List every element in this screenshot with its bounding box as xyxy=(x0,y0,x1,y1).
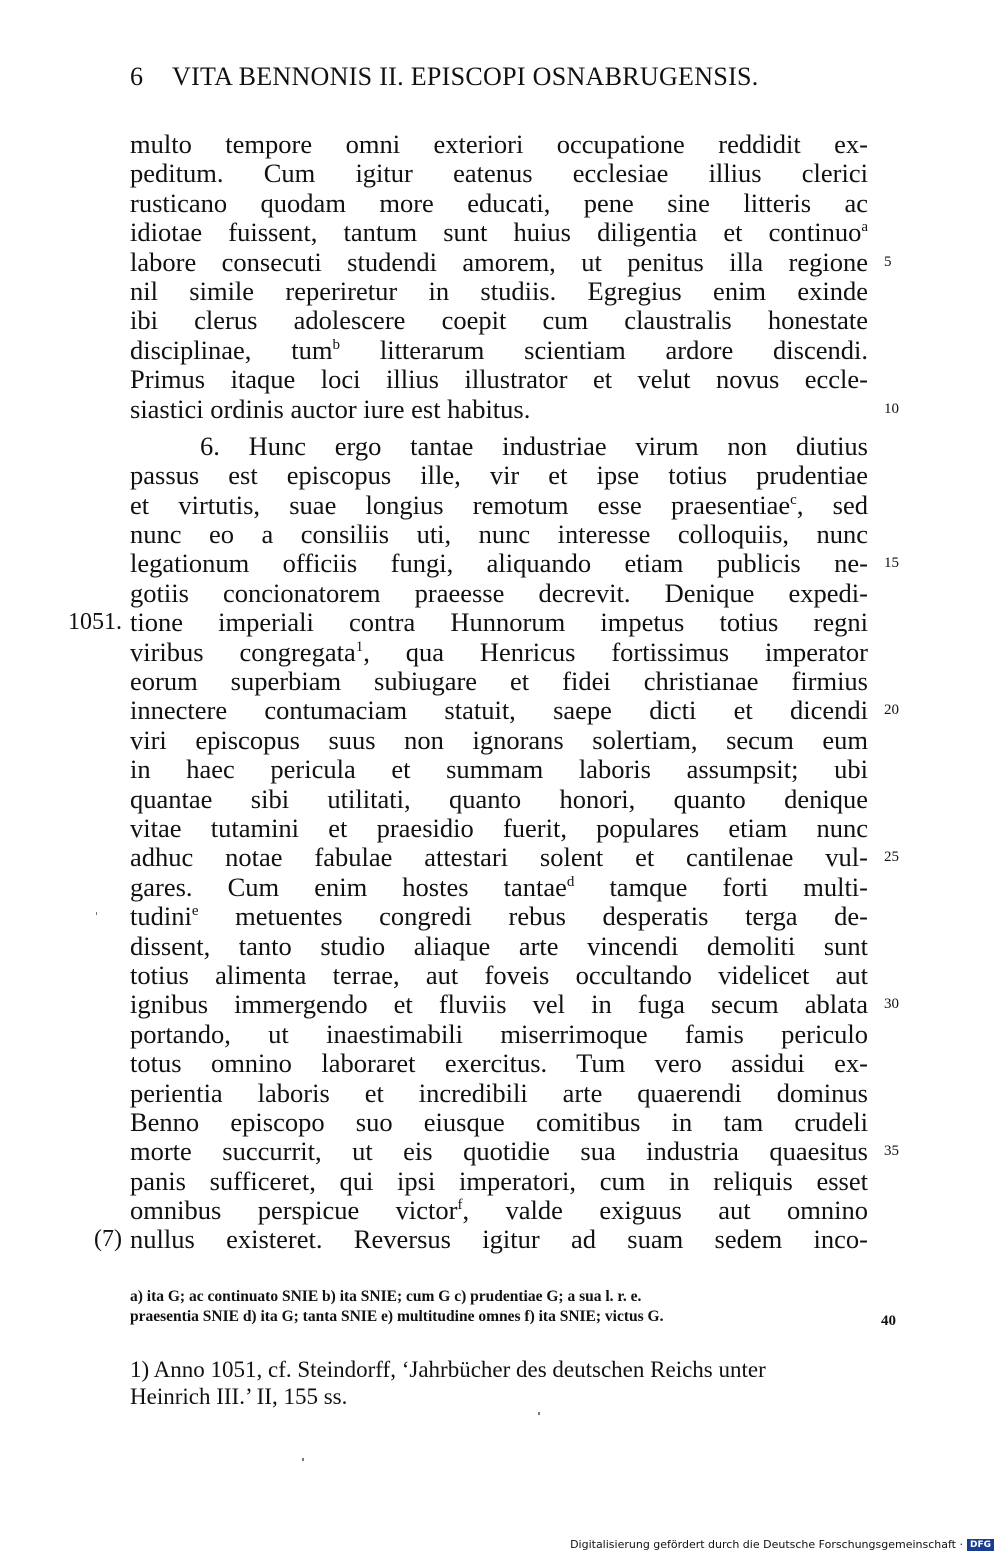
line-text: , sed xyxy=(796,489,868,520)
line-text: nullus existeret. Reversus igitur ad suam sedem inco- xyxy=(130,1224,868,1255)
digitization-credit xyxy=(570,1538,994,1551)
line-text: in haec pericula et summam laboris assumpsit; ubi xyxy=(130,754,868,785)
text-line xyxy=(130,461,868,490)
text-line xyxy=(130,873,868,902)
scan-speck xyxy=(96,912,97,915)
text-line xyxy=(130,932,868,961)
text-line xyxy=(130,432,868,461)
line-text: passus est episcopus ille, vir et ipse totius prudentiae xyxy=(130,460,868,491)
text-line xyxy=(130,638,868,667)
line-text: multo tempore omni exteriori occupatione reddidit ex- xyxy=(130,129,868,159)
note-marker: a xyxy=(861,219,868,236)
text-line xyxy=(130,1079,868,1108)
text-line xyxy=(130,306,868,335)
text-line xyxy=(130,520,868,549)
note-marker: f xyxy=(457,1197,463,1214)
margin-note: 1051. xyxy=(68,609,122,636)
line-text: viri episcopus suus non ignorans solertiam, secum eum xyxy=(130,724,868,755)
text-line xyxy=(130,1049,868,1078)
margin-note: (7) xyxy=(94,1226,122,1253)
text-line xyxy=(130,785,868,814)
text-line xyxy=(130,579,868,608)
line-text: Benno episcopo suo eiusque comitibus in tam crudeli xyxy=(130,1106,868,1137)
text-line xyxy=(94,1224,868,1255)
line-number: 30 xyxy=(884,996,899,1013)
line-text: tamque forti multi- xyxy=(574,871,868,902)
line-text: siastici ordinis auctor iure est habitus. xyxy=(130,393,531,424)
credit-text: Digitalisierung gefördert durch die Deutsche Forschungsgemeinschaft · xyxy=(570,1538,963,1551)
footnotes xyxy=(130,1356,870,1410)
footnote-line: 1) Anno 1051, cf. Steindorff, ‘Jahrbücher des deutschen Reichs unter xyxy=(130,1357,766,1382)
running-title: VITA BENNONIS II. EPISCOPI OSNABRUGENSIS. xyxy=(172,62,759,91)
text-line xyxy=(130,1108,868,1137)
note-marker: e xyxy=(191,903,199,920)
line-text: totius alimenta terrae, aut foveis occultando videlicet aut xyxy=(130,959,868,990)
line-text: omnibus perspicue victor xyxy=(130,1195,458,1226)
line-text: gares. Cum enim hostes tantae xyxy=(130,871,567,902)
line-text: legationum officiis fungi, aliquando etiam publicis ne- xyxy=(130,548,868,579)
text-line xyxy=(130,393,899,424)
text-line xyxy=(130,130,868,159)
line-text: ignibus immergendo et fluviis vel in fuga secum ablata xyxy=(130,989,868,1020)
line-text: tudini xyxy=(130,901,192,932)
line-text: , valde exiguus aut omnino xyxy=(462,1195,868,1226)
text-line xyxy=(130,1167,868,1196)
text-line xyxy=(130,246,892,277)
text-line xyxy=(130,189,868,218)
line-number: 5 xyxy=(884,253,892,270)
line-text: metuentes congredi rebus desperatis terga de- xyxy=(198,901,868,932)
line-text: viribus congregata xyxy=(130,636,356,667)
line-text: Primus itaque loci illius illustrator et velut novus eccle- xyxy=(130,364,868,395)
main-text xyxy=(68,129,899,1255)
line-number: 35 xyxy=(884,1143,899,1160)
text-line xyxy=(130,336,868,365)
line-text: vitae tutamini et praesidio fuerit, populares etiam nunc xyxy=(130,812,868,843)
text-line xyxy=(130,755,868,784)
running-header xyxy=(130,62,759,92)
line-text: quantae sibi utilitati, quanto honori, quanto denique xyxy=(130,783,868,814)
text-line xyxy=(130,277,868,306)
text-line xyxy=(130,814,868,843)
note-marker: 1 xyxy=(355,638,364,655)
line-number: 25 xyxy=(884,849,899,866)
footnote-line: Heinrich III.’ II, 155 ss. xyxy=(130,1384,348,1409)
note-marker: b xyxy=(332,336,340,353)
line-text: innectere contumaciam statuit, saepe dicti et dicendi xyxy=(130,695,868,726)
text-line xyxy=(130,842,899,873)
line-number: 40 xyxy=(881,1313,896,1329)
text-line xyxy=(130,726,868,755)
text-line xyxy=(130,902,868,931)
line-text: nunc eo a consiliis uti, nunc interesse colloquiis, nunc xyxy=(130,519,868,550)
line-number: 10 xyxy=(884,400,899,417)
text-line xyxy=(130,961,868,990)
text-line xyxy=(130,1136,899,1167)
scan-speck xyxy=(302,1458,304,1461)
line-text: litterarum scientiam ardore discendi. xyxy=(340,334,868,365)
line-text: dissent, tanto studio aliaque arte vincendi demoliti sunt xyxy=(130,930,868,961)
text-line xyxy=(130,695,899,726)
line-text: eorum superbiam subiugare et fidei christianae firmius xyxy=(130,666,868,697)
text-line xyxy=(130,667,868,696)
line-text: rusticano quodam more educati, pene sine litteris ac xyxy=(130,187,868,218)
text-line xyxy=(130,159,868,188)
text-line xyxy=(68,607,868,638)
text-line xyxy=(130,548,899,579)
line-text: adhuc notae fabulae attestari solent et cantilenae vul- xyxy=(130,842,868,873)
line-text: portando, ut inaestimabili miserrimoque famis periculo xyxy=(130,1018,868,1049)
text-line xyxy=(130,1196,868,1225)
line-text: nil simile reperiretur in studiis. Egregius enim exinde xyxy=(130,275,868,306)
line-text: morte succurrit, ut eis quotidie sua industria quaesitus xyxy=(130,1136,868,1167)
text-line xyxy=(130,1020,868,1049)
line-number: 15 xyxy=(884,555,899,572)
text-line xyxy=(130,218,868,247)
line-text: ibi clerus adolescere coepit cum claustralis honestate xyxy=(130,305,868,336)
note-marker: d xyxy=(566,873,575,890)
text-line xyxy=(130,365,868,394)
line-text: et virtutis, suae longius remotum esse praesentiae xyxy=(130,489,791,520)
variant-notes xyxy=(130,1287,896,1329)
line-text: tione imperiali contra Hunnorum impetus totius regni xyxy=(130,607,868,638)
scan-speck xyxy=(538,1412,540,1415)
line-text: totus omnino laboraret exercitus. Tum vero assidui ex- xyxy=(130,1048,868,1079)
dfg-logo: DFG xyxy=(967,1539,994,1551)
text-line xyxy=(130,989,899,1020)
page-number: 6 xyxy=(130,62,144,91)
line-text: disciplinae, tum xyxy=(130,334,333,365)
line-number: 20 xyxy=(884,702,899,719)
line-text: , qua Henricus fortissimus imperator xyxy=(363,636,868,667)
line-text: idiotae fuissent, tantum sunt huius diligentia et continuo xyxy=(130,217,862,248)
line-text: labore consecuti studendi amorem, ut penitus illa regione xyxy=(130,246,868,277)
line-text: peditum. Cum igitur eatenus ecclesiae illius clerici xyxy=(130,158,868,189)
line-text: gotiis concionatorem praeesse decrevit. Denique expedi- xyxy=(130,577,868,608)
variant-note-line: a) ita G; ac continuato SNIE b) ita SNIE; cum G c) prudentiae G; a sua l. r. e. xyxy=(130,1288,642,1305)
line-text: perientia laboris et incredibili arte quaerendi dominus xyxy=(130,1077,868,1108)
note-marker: c xyxy=(790,491,797,508)
variant-note-text: praesentia SNIE d) ita G; tanta SNIE e) multitudine omnes f) ita SNIE; victus G. xyxy=(130,1308,664,1325)
text-line xyxy=(130,491,868,520)
line-text: 6. Hunc ergo tantae industriae virum non diutius xyxy=(200,430,868,461)
line-text: panis sufficeret, qui ipsi imperatori, cum in reliquis esset xyxy=(130,1165,868,1196)
variant-note-line xyxy=(130,1307,896,1329)
